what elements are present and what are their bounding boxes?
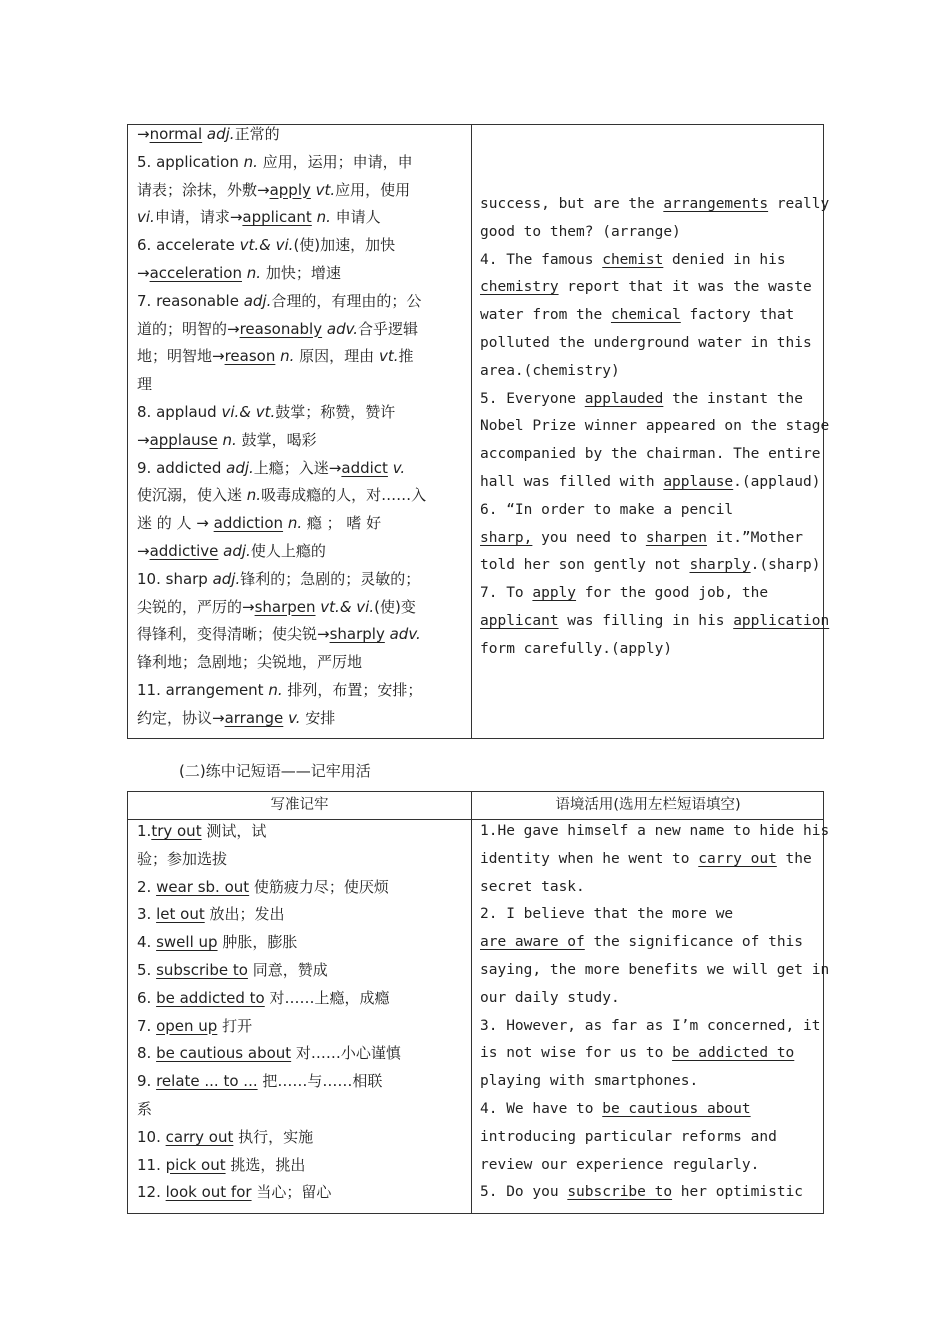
part-of-speech: n. (316, 208, 331, 227)
answer-blank: carry out (165, 1127, 234, 1146)
vocab-line: →addictive adj.使人上瘾的 (137, 542, 326, 560)
context-line: polluted the underground water in this (480, 335, 812, 351)
context-line: good to them? (arrange) (480, 223, 681, 240)
part-of-speech: n. (243, 152, 258, 171)
context-line: chemistry report that it was the waste (480, 279, 812, 296)
context-line: 4. We have to be cautious about (480, 1101, 751, 1117)
phrase-line: 验；参加选拔 (137, 849, 228, 868)
answer-blank: applause (663, 474, 734, 490)
answer-blank: apply (269, 180, 311, 199)
answer-blank: reason (224, 347, 276, 366)
answer-blank: arrange (224, 708, 284, 727)
answer-blank: be addicted to (156, 988, 265, 1007)
phrase-column (137, 792, 463, 1213)
phrase-line: 5. subscribe to 同意，赞成 (137, 961, 328, 979)
vocab-line: 7. reasonable adj.合理的，有理由的；公 (137, 291, 422, 310)
answer-blank: try out (151, 822, 202, 840)
part-of-speech: adj. (206, 125, 235, 143)
answer-blank: normal (149, 125, 203, 143)
context-line: saying, the more benefits we will get in (480, 962, 830, 978)
vocab-line: 地；明智地→reason n. 原因，理由 vt.推 (137, 347, 414, 366)
context-line: hall was filled with applause.(applaud) (480, 474, 821, 490)
part-of-speech: n. (246, 486, 262, 505)
vocab-line: 10. sharp adj.锋利的；急剧的；灵敏的； (137, 569, 421, 588)
vocab-line: →applause n. 鼓掌，喝彩 (137, 430, 317, 449)
answer-blank: swell up (156, 933, 218, 952)
answer-blank: relate ... to ... (156, 1072, 258, 1091)
phrase-table (127, 791, 830, 1214)
answer-blank: applauded (584, 390, 664, 407)
column-divider (471, 125, 472, 738)
phrase-line: 1.try out 测试，试 (137, 822, 267, 840)
part-of-speech: adj. (223, 542, 251, 560)
part-of-speech: n. (246, 264, 262, 282)
phrase-line: 4. swell up 肿胀，膨胀 (137, 933, 298, 952)
vocab-line: 9. addicted adj.上瘾；入迷→addict v. (137, 458, 406, 477)
context-line: identity when he went to carry out the (480, 850, 812, 867)
vocab-line: 迷 的 人 → addiction n. 瘾 ； 嗜 好 (137, 514, 382, 533)
phrase-line: 12. look out for 当心；留心 (137, 1183, 332, 1202)
part-of-speech: n. (268, 681, 283, 699)
answer-blank: subscribe to (567, 1184, 673, 1201)
vocab-line: 理 (137, 375, 153, 394)
part-of-speech: vi.& vt. (221, 403, 276, 421)
context-line: 1.He gave himself a new name to hide his (480, 823, 830, 839)
part-of-speech: vi. (137, 208, 155, 227)
answer-blank: sharpen (254, 597, 316, 616)
answer-blank: applause (149, 430, 218, 449)
vocab-line: 约定，协议→arrange v. 安排 (137, 708, 336, 727)
answer-blank: subscribe to (156, 961, 248, 979)
phrase-line: 8. be cautious about 对……小心谨慎 (137, 1044, 401, 1063)
context-line: playing with smartphones. (480, 1073, 699, 1090)
answer-blank: open up (156, 1016, 218, 1035)
vocab-line: 11. arrangement n. 排列，布置；安排； (137, 681, 423, 699)
phrase-line: 10. carry out 执行，实施 (137, 1127, 314, 1146)
vocabulary-table (127, 124, 830, 739)
context-line: form carefully.(apply) (480, 640, 673, 657)
answer-blank: reasonably (239, 319, 323, 338)
part-of-speech: vt.& vi. (320, 597, 375, 616)
context-line: introducing particular reforms and (480, 1128, 777, 1145)
vocab-line: →acceleration n. 加快；增速 (137, 264, 341, 282)
answer-blank: apply (532, 585, 577, 602)
phrase-line: 3. let out 放出；发出 (137, 905, 285, 924)
part-of-speech: adj. (243, 291, 272, 310)
answer-blank: applicant (242, 208, 312, 227)
part-of-speech: adj. (212, 569, 241, 588)
context-line: is not wise for us to be addicted to (480, 1045, 795, 1062)
context-line: area.(chemistry) (480, 362, 620, 379)
context-practice-column (480, 125, 830, 738)
answer-blank: applicant (480, 613, 559, 629)
answer-blank: application (733, 613, 830, 629)
answer-blank: be cautious about (602, 1101, 751, 1117)
header-right: 语境活用(选用左栏短语填空) (472, 792, 824, 820)
part-of-speech: adv. (326, 319, 359, 338)
answer-blank: look out for (165, 1183, 252, 1202)
context-line: 2. I believe that the more we (480, 906, 734, 923)
context-line: secret task. (480, 878, 585, 895)
answer-blank: chemical (610, 307, 681, 324)
section-title: (二)练中记短语——记牢用活 (179, 762, 371, 780)
answer-blank: arrangements (663, 196, 769, 212)
part-of-speech: v. (288, 708, 301, 727)
part-of-speech: n. (222, 430, 237, 449)
context-line: accompanied by the chairman. The entire (480, 446, 821, 463)
phrase-line: 2. wear sb. out 使筋疲力尽；使厌烦 (137, 877, 389, 896)
answer-blank: chemistry (480, 279, 559, 296)
part-of-speech: vt.& vi. (239, 236, 294, 255)
context-line: success, but are the arrangements really (480, 196, 830, 212)
part-of-speech: v. (392, 458, 406, 477)
context-line: applicant was filling in his application (480, 613, 830, 629)
answer-blank: addictive (149, 542, 219, 560)
column-divider (471, 792, 472, 1213)
answer-blank: let out (156, 905, 205, 924)
context-line: water from the chemical factory that (480, 307, 795, 324)
answer-blank: be addicted to (672, 1045, 795, 1062)
vocab-line: vi.申请，请求→applicant n. 申请人 (137, 208, 381, 227)
answer-blank: carry out (698, 850, 777, 867)
phrase-line: 6. be addicted to 对……上瘾，成瘾 (137, 988, 390, 1007)
context-line: sharp, you need to sharpen it.”Mother (480, 529, 804, 546)
vocab-line: 5. application n. 应用，运用；申请，申 (137, 152, 413, 171)
context-line: are aware of the significance of this (480, 934, 804, 951)
part-of-speech: adj. (226, 458, 254, 477)
context-line: review our experience regularly. (480, 1156, 760, 1173)
answer-blank: be cautious about (156, 1044, 292, 1063)
context-line: 7. To apply for the good job, the (480, 585, 769, 602)
part-of-speech: n. (280, 347, 295, 366)
context-line: Nobel Prize winner appeared on the stage (480, 418, 830, 435)
word-family-column (137, 125, 463, 738)
vocab-line: 道的；明智的→reasonably adv.合乎逻辑 (137, 319, 419, 338)
context-line: 6. “In order to make a pencil (480, 501, 734, 518)
context-line: our daily study. (480, 989, 620, 1006)
vocab-line: 得锋利，变得清晰；使尖锐→sharply adv. (137, 625, 421, 644)
context-line: 4. The famous chemist denied in his (480, 251, 786, 268)
answer-blank: addict (341, 458, 388, 477)
vocab-line: 8. applaud vi.& vt.鼓掌；称赞，赞许 (137, 403, 396, 421)
part-of-speech: adv. (389, 625, 421, 644)
answer-blank: sharp, (480, 529, 533, 546)
vocab-line: 尖锐的，严厉的→sharpen vt.& vi.(使)变 (137, 597, 416, 616)
part-of-speech: vt. (315, 180, 336, 199)
answer-blank: sharply (329, 625, 385, 644)
vocab-line: 6. accelerate vt.& vi.(使)加速，加快 (137, 236, 396, 255)
answer-blank: are aware of (480, 934, 585, 951)
context-line: told her son gently not sharply.(sharp) (480, 557, 821, 574)
answer-blank: pick out (165, 1155, 226, 1174)
vocab-line: 锋利地；急剧地；尖锐地，严厉地 (137, 653, 363, 672)
header-left: 写准记牢 (128, 792, 471, 820)
phrase-line: 11. pick out 挑选，挑出 (137, 1155, 306, 1174)
context-line: 5. Do you subscribe to her optimistic (480, 1184, 804, 1201)
answer-blank: sharply (689, 557, 751, 574)
answer-blank: wear sb. out (156, 877, 250, 896)
phrase-line: 9. relate ... to ... 把……与……相联 (137, 1072, 383, 1091)
vocab-line: 使沉溺，使入迷 n.吸毒成瘾的人，对……入 (137, 486, 427, 505)
phrase-practice-column (480, 792, 830, 1213)
part-of-speech: n. (287, 514, 303, 533)
answer-blank: chemist (602, 251, 664, 268)
vocab-line: 请表；涂抹，外敷→apply vt.应用，使用 (137, 180, 411, 199)
part-of-speech: vt. (378, 347, 399, 366)
answer-blank: addiction (213, 514, 284, 533)
answer-blank: sharpen (645, 529, 707, 546)
context-line: 3. However, as far as I’m concerned, it (480, 1017, 821, 1034)
answer-blank: acceleration (149, 264, 242, 282)
vocab-line: →normal adj.正常的 (137, 125, 280, 143)
context-line: 5. Everyone applauded the instant the (480, 390, 804, 407)
phrase-line: 7. open up 打开 (137, 1016, 253, 1035)
phrase-line: 系 (137, 1100, 153, 1118)
